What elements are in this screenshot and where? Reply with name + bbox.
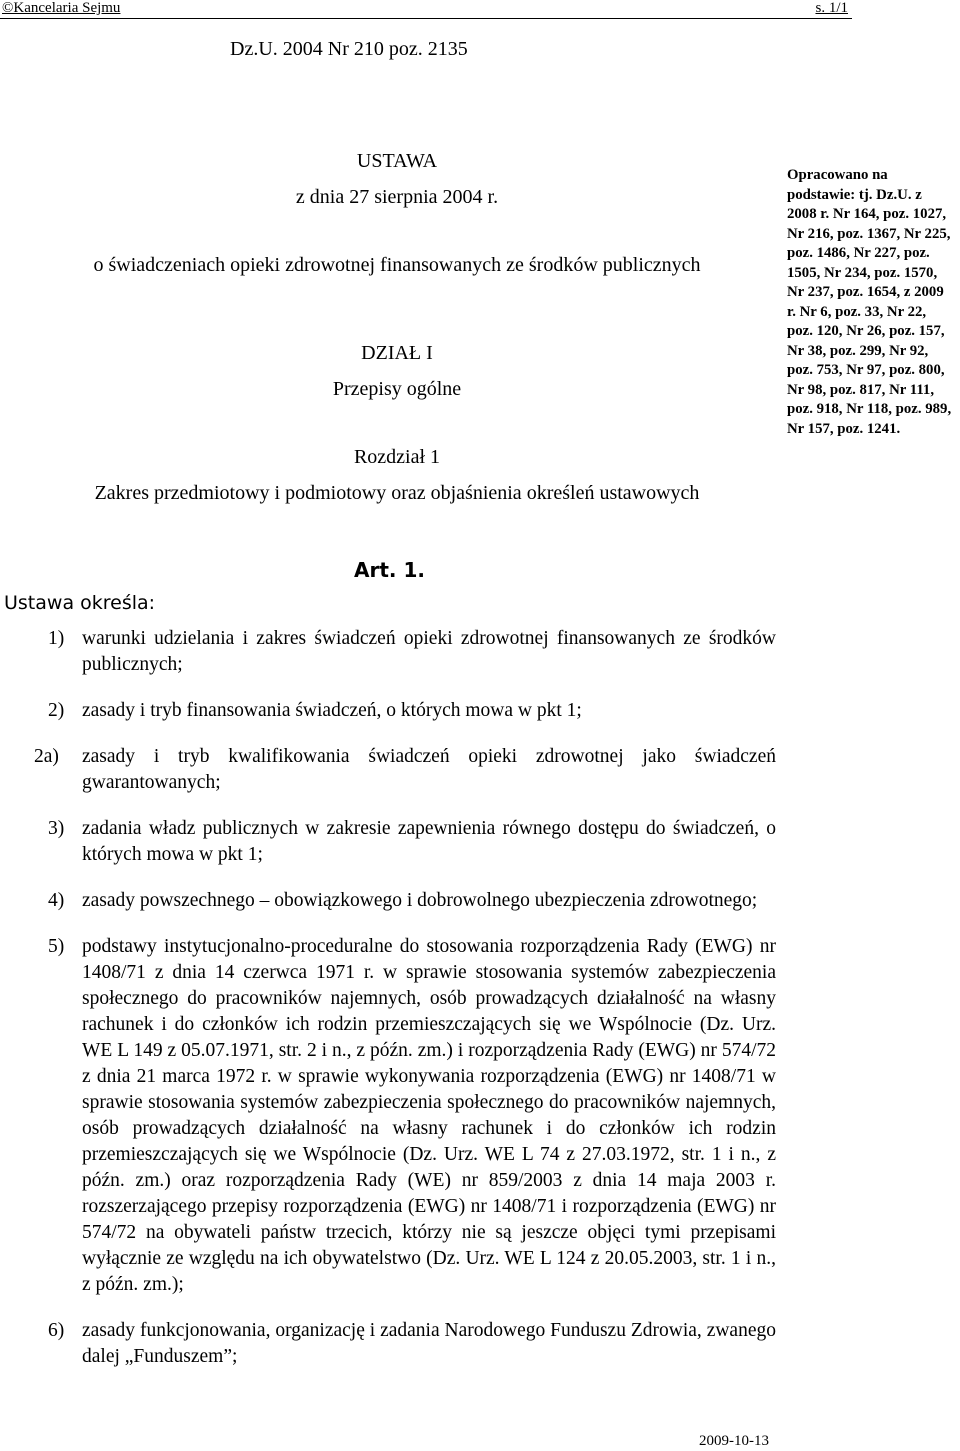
division-number: DZIAŁ I: [361, 342, 433, 364]
source-note: Opracowano na podstawie: tj. Dz.U. z 2008 r. Nr 164, poz. 1027, Nr 216, poz. 1367, Nr 225, poz. 1486, Nr 227, poz. 1505, Nr 234, poz. 1570, Nr 237, poz. 1654, z 2009 r. Nr 6, poz. 33, Nr 22, poz. 120, Nr 26, poz. 157, Nr 38, poz. 299, Nr 92, poz. 753, Nr 97, poz. 800, Nr 98, poz. 817, Nr 111, poz. 918, Nr 118, poz. 989, Nr 157, poz. 1241.: [787, 167, 952, 437]
list-item: [48, 888, 776, 914]
copyright-link[interactable]: ©Kancelaria Sejmu: [2, 0, 121, 16]
chapter-number: Rozdział 1: [353, 446, 441, 468]
item-text: zadania władz publicznych w zakresie zapewnienia równego dostępu do świadczeń, o których mowa w pkt 1;: [82, 818, 776, 865]
list-item: [48, 816, 776, 868]
article-intro: Ustawa określa:: [4, 592, 156, 614]
list-item: [48, 626, 776, 678]
item-number: 2): [48, 700, 65, 721]
item-number: 6): [48, 1320, 65, 1341]
act-date: z dnia 27 sierpnia 2004 r.: [295, 186, 499, 208]
journal-reference: Dz.U. 2004 Nr 210 poz. 2135: [230, 38, 468, 60]
item-text: zasady funkcjonowania, organizację i zadania Narodowego Funduszu Zdrowia, zwanego dalej „Funduszem”;: [82, 1320, 776, 1367]
article-items: [34, 626, 776, 1390]
item-text: zasady i tryb finansowania świadczeń, o których mowa w pkt 1;: [82, 700, 582, 721]
list-item: [34, 744, 776, 796]
item-number: 4): [48, 890, 65, 911]
page-number-link[interactable]: s. 1/1: [815, 0, 848, 16]
item-number: 1): [48, 628, 65, 649]
item-number: 2a): [34, 746, 59, 767]
item-text: warunki udzielania i zakres świadczeń opieki zdrowotnej finansowanych ze środków publicznych;: [82, 628, 776, 675]
page-header: [0, 0, 960, 18]
article-title: Art. 1.: [354, 558, 425, 582]
act-type: USTAWA: [356, 150, 438, 172]
header-divider: [0, 18, 852, 19]
list-item: [48, 1318, 776, 1370]
footer-date: 2009-10-13: [699, 1433, 769, 1449]
item-text: zasady powszechnego – obowiązkowego i dobrowolnego ubezpieczenia zdrowotnego;: [82, 890, 758, 911]
division-name: Przepisy ogólne: [332, 378, 462, 400]
list-item: [48, 934, 776, 1298]
item-number: 5): [48, 936, 65, 957]
act-title: o świadczeniach opieki zdrowotnej finansowanych ze środków publicznych: [93, 254, 701, 276]
item-number: 3): [48, 818, 65, 839]
chapter-name: Zakres przedmiotowy i podmiotowy oraz objaśnienia określeń ustawowych: [94, 482, 700, 504]
item-text: zasady i tryb kwalifikowania świadczeń opieki zdrowotnej jako świadczeń gwarantowanych;: [82, 746, 776, 793]
list-item: [48, 698, 776, 724]
item-text: podstawy instytucjonalno-proceduralne do stosowania rozporządzenia Rady (EWG) nr 1408/71 z dnia 14 czerwca 1971 r. w sprawie stosowania systemów zabezpieczenia społecznego do pracowników najemnych, osób prowadzących działalność na własny rachunek i do członków ich rodzin przemieszczających się we Wspólnocie (Dz. Urz. WE L 149 z 05.07.1971, str. 2 i n., z późn. zm.) i rozporządzenia Rady (EWG) nr 574/72 z dnia 21 marca 1972 r. w sprawie wykonywania rozporządzenia (EWG) nr 1408/71 w sprawie stosowania systemów zabezpieczenia społecznego do pracowników najemnych, osób prowadzących działalność na własny rachunek i do członków ich rodzin przemieszczających się we Wspólnocie (Dz. Urz. WE L 74 z 27.03.1972, str. 1 i n., z późn. zm.) oraz rozporządzenia Rady (WE) nr 859/2003 z dnia 14 maja 2003 r. rozszerzającego przepisy rozporządzenia (EWG) nr 1408/71 i rozporządzenia (EWG) nr 574/72 na obywateli państw trzecich, którzy nie są jeszcze objęci tymi przepisami wyłącznie ze względu na ich obywatelstwo (Dz. Urz. WE L 124 z 20.05.2003, str. 1 i n., z późn. zm.);: [82, 936, 776, 1295]
